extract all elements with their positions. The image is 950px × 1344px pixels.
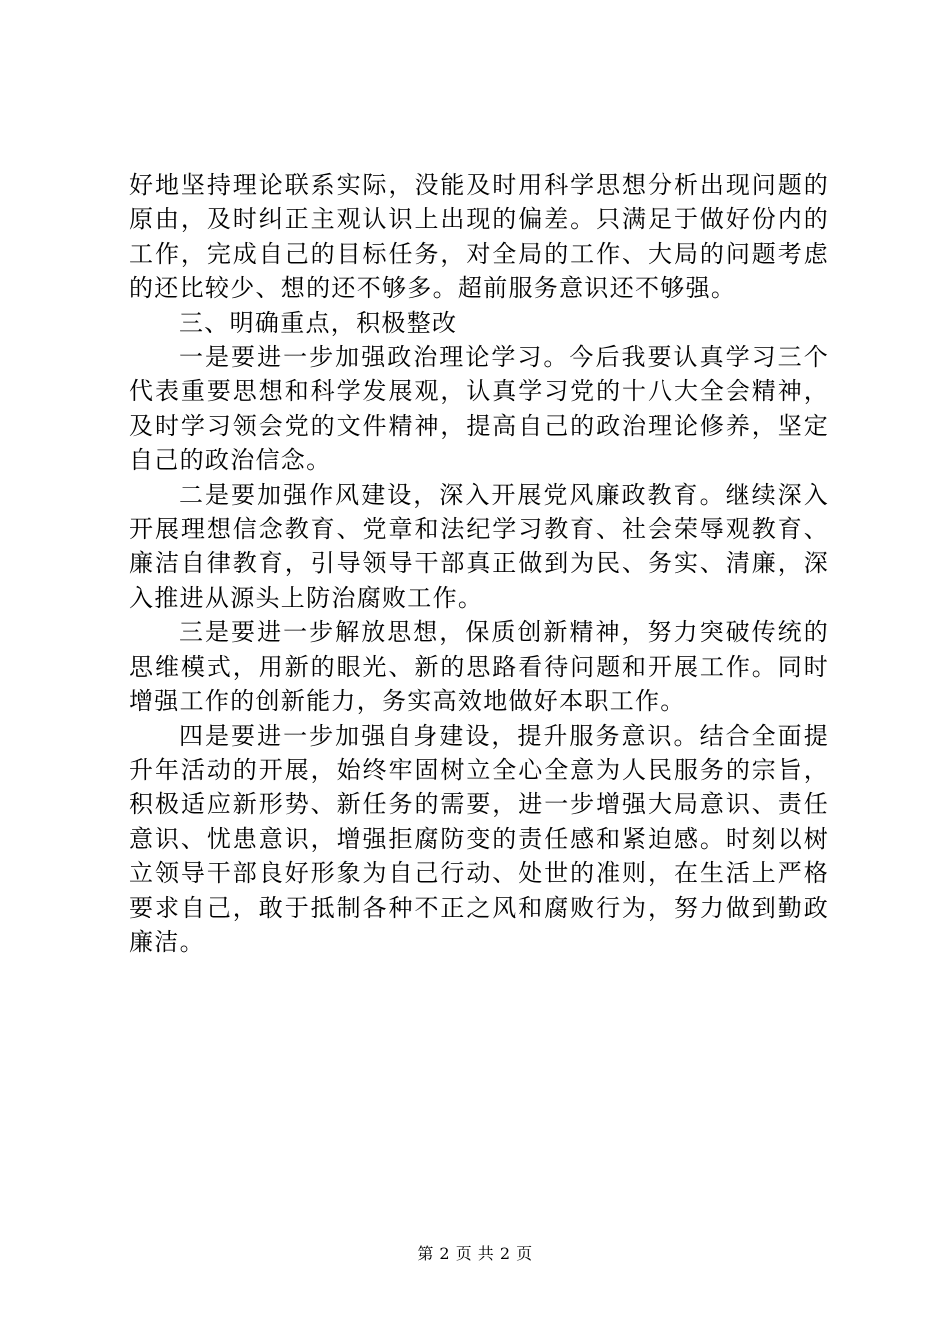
document-body (129, 168, 829, 959)
paragraph-item-2: 二是要加强作风建设，深入开展党风廉政教育。继续深入开展理想信念教育、党章和法纪学习教育、社会荣辱观教育、廉洁自律教育，引导领导干部真正做到为民、务实、清廉，深入推进从源头上防治腐败工作。 (129, 480, 829, 612)
page-footer: 第 2 页 共 2 页 (417, 1244, 533, 1263)
section-heading: 三、明确重点，积极整改 (179, 308, 458, 337)
paragraph-item-4: 四是要进一步加强自身建设，提升服务意识。结合全面提升年活动的开展，始终牢固树立全心全意为人民服务的宗旨，积极适应新形势、新任务的需要，进一步增强大局意识、责任意识、忧患意识，增强拒腐防变的责任感和紧迫感。时刻以树立领导干部良好形象为自己行动、处世的准则，在生活上严格要求自己，敢于抵制各种不正之风和腐败行为，努力做到勤政廉洁。 (129, 721, 829, 956)
paragraph-continuation: 好地坚持理论联系实际，没能及时用科学思想分析出现问题的原由，及时纠正主观认识上出现的偏差。只满足于做好份内的工作，完成自己的目标任务，对全局的工作、大局的问题考虑的还比较少、想的还不够多。超前服务意识还不够强。 (129, 171, 829, 303)
paragraph-item-1: 一是要进一步加强政治理论学习。今后我要认真学习三个代表重要思想和科学发展观，认真学习党的十八大全会精神，及时学习领会党的文件精神，提高自己的政治理论修养，坚定自己的政治信念。 (129, 343, 829, 475)
paragraph-item-3: 三是要进一步解放思想，保质创新精神，努力突破传统的思维模式，用新的眼光、新的思路看待问题和开展工作。同时增强工作的创新能力，务实高效地做好本职工作。 (129, 618, 829, 716)
